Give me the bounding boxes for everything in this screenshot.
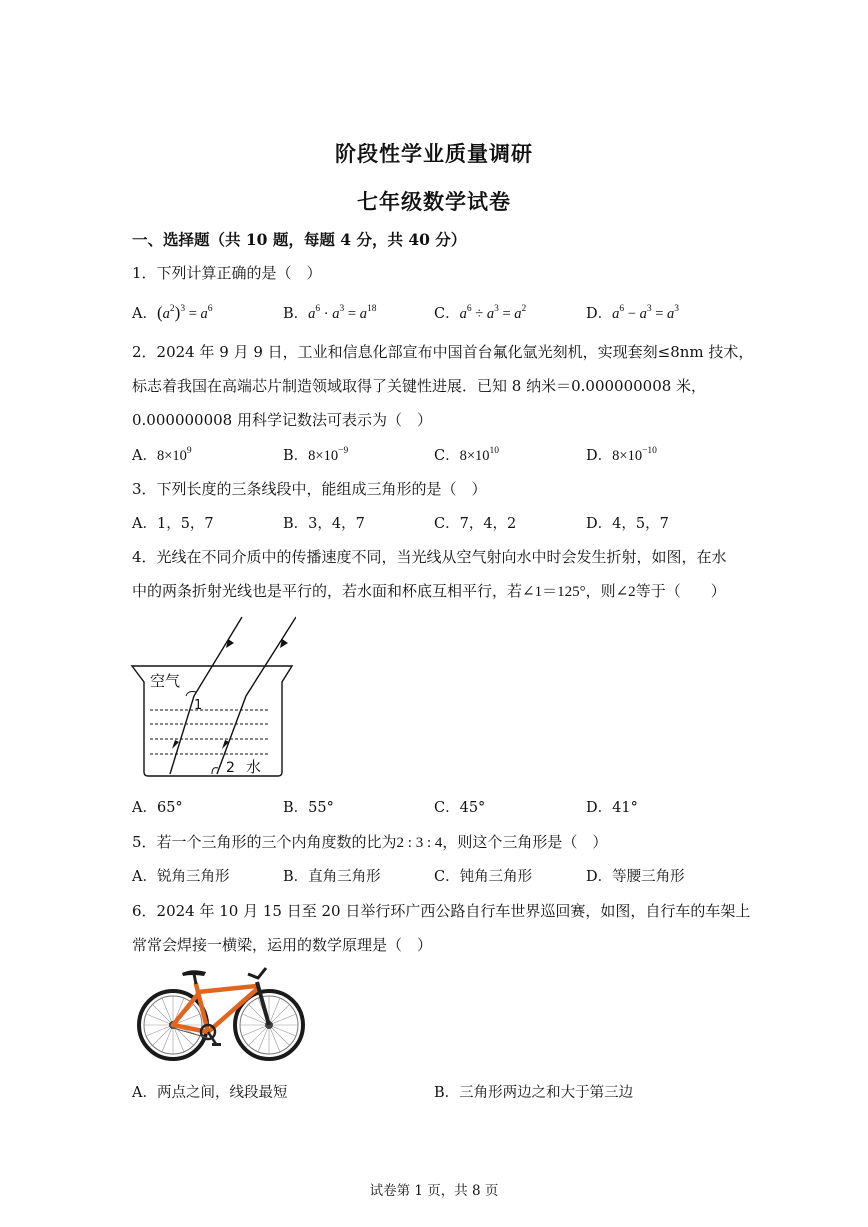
question-1-stem: 1．下列计算正确的是（ ）	[132, 264, 322, 282]
question-6-stem-line-1: 6．2024 年 10 月 15 日至 20 日举行环广西公路自行车世界巡回赛，如图，自行车的车架上	[132, 902, 751, 920]
bicycle-image	[136, 962, 306, 1066]
exam-title: 阶段性学业质量调研	[335, 141, 533, 166]
page-footer: 试卷第 1 页，共 8 页	[369, 1183, 499, 1199]
question-5-option-b: B．直角三角形	[283, 869, 381, 885]
question-4-option-d: D．41°	[586, 800, 638, 816]
question-3-option-b: B．3，4，7	[283, 516, 365, 532]
question-5-option-d: D．等腰三角形	[586, 869, 685, 885]
question-4-stem-line-1: 4．光线在不同介质中的传播速度不同，当光线从空气射向水中时会发生折射，如图，在水	[132, 548, 727, 566]
question-2-stem-line-1: 2．2024 年 9 月 9 日，工业和信息化部宣布中国首台氟化氩光刻机，实现套刻≤8nm 技术，	[132, 343, 754, 361]
question-4-option-c: C．45°	[434, 800, 486, 816]
question-2-option-b: B．$8\times 10^{-9}$	[283, 446, 349, 464]
label-angle-1: 1	[194, 698, 203, 713]
question-4-option-a: A．65°	[132, 800, 183, 816]
question-2-option-a: A．$8\times 10^9$	[132, 446, 192, 464]
label-angle-2: 2	[226, 760, 235, 776]
left-light-ray	[170, 617, 242, 774]
question-6-option-a: A．两点之间，线段最短	[132, 1085, 288, 1101]
question-3-option-a: A．1，5，7	[132, 516, 214, 532]
question-3-option-d: D．4，5，7	[586, 516, 669, 532]
seat-post	[194, 974, 196, 984]
question-5-option-c: C．钝角三角形	[434, 869, 533, 885]
question-5-option-a: A．锐角三角形	[132, 869, 230, 885]
question-2-stem-line-3: 0.000000008 用科学记数法可表示为（ ）	[132, 411, 432, 429]
exam-subtitle: 七年级数学试卷	[357, 189, 511, 214]
question-5-stem: 5．若一个三角形的三个内角度数的比为2 : 3 : 4，则这个三角形是（ ）	[132, 833, 608, 851]
question-6-stem-line-2: 常常会焊接一横梁，运用的数学原理是（ ）	[132, 936, 433, 954]
question-3-option-c: C．7，4，2	[434, 516, 517, 532]
label-water: 水	[246, 758, 262, 776]
question-1-option-b: B．$a^6 \cdot a^3 = a^{18}$	[283, 304, 377, 322]
question-4-stem-line-2: 中的两条折射光线也是平行的，若水面和杯底互相平行，若∠1＝125°，则∠2等于（ ）	[132, 582, 726, 600]
refraction-figure	[126, 612, 296, 782]
water-lines	[150, 710, 270, 754]
question-3-stem: 3．下列长度的三条线段中，能组成三角形的是（ ）	[132, 480, 487, 498]
question-1-option-c: C．$a^6 \div a^3 = a^2$	[434, 304, 527, 322]
question-4-option-b: B．55°	[283, 800, 334, 816]
question-2-stem-line-2: 标志着我国在高端芯片制造领域取得了关键性进展．已知 8 纳米＝0.000000008 米，	[132, 377, 707, 395]
label-air: 空气	[150, 672, 181, 690]
question-6-option-b: B．三角形两边之和大于第三边	[434, 1085, 634, 1101]
question-1-option-a: A．$(a^2)^3 = a^6$	[132, 303, 213, 322]
handlebar	[248, 968, 266, 978]
question-1-option-d: D．$a^6 - a^3 = a^3$	[586, 304, 680, 322]
front-fork	[257, 982, 269, 1025]
question-2-option-c: C．$8\times 10^{10}$	[434, 446, 500, 464]
question-2-option-d: D．$8\times 10^{-10}$	[586, 446, 657, 464]
section-heading: 一、选择题（共 10 题，每题 4 分，共 40 分）	[132, 230, 467, 249]
